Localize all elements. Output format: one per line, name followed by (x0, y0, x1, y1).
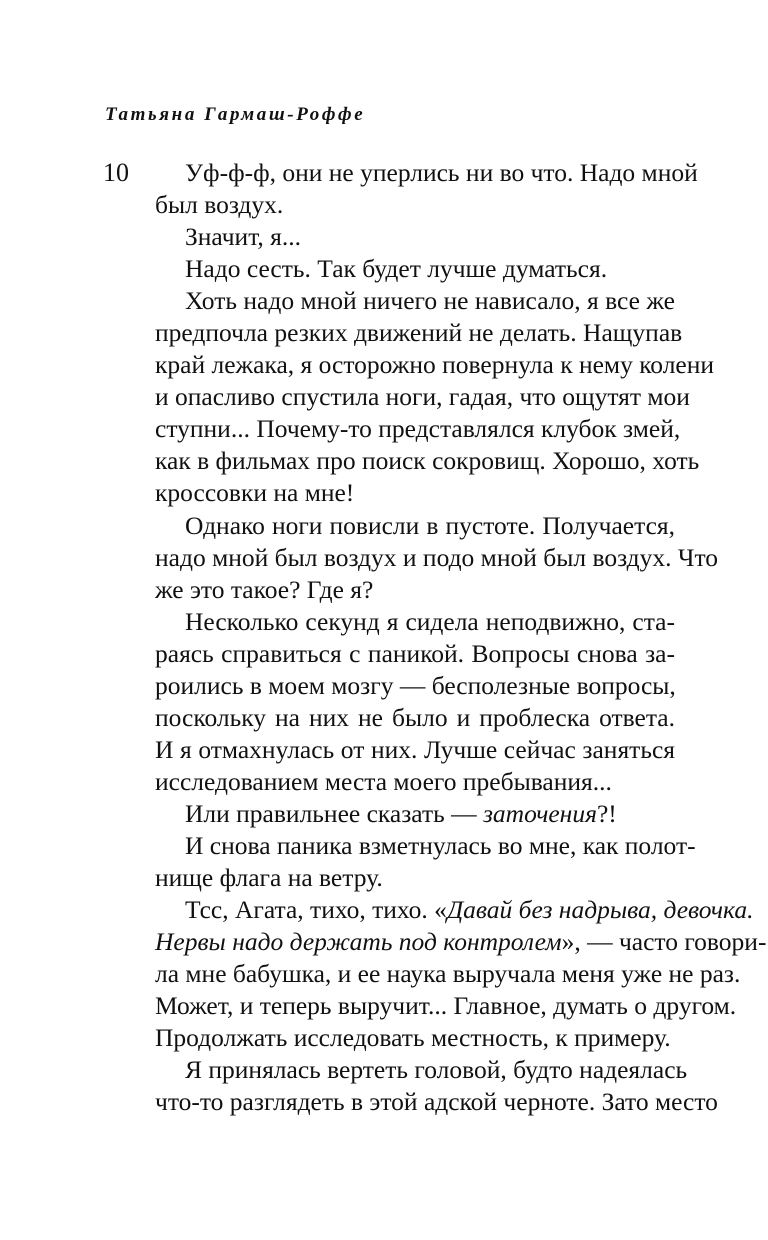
text-fragment: », — часто говори- (561, 927, 767, 957)
text-line: исследованием места моего пребывания... (155, 766, 612, 796)
text-line: ступни... Почему-то представлялся клубок змей, (155, 414, 681, 444)
text-line: Несколько секунд я сидела неподвижно, ста- (185, 606, 675, 636)
text-line (155, 894, 754, 926)
italic-phrase: заточения (482, 798, 597, 828)
text-line: предпочла резких движений не делать. Нащупав (155, 318, 683, 348)
text-line: надо мной был воздух и подо мной был воздух. Что (155, 542, 719, 572)
italic-phrase: Нервы надо держать под контролем (155, 927, 562, 957)
text-fragment: ?! (596, 798, 617, 828)
text-line: Хоть надо мной ничего не нависало, я все же (185, 286, 675, 316)
text-line (155, 926, 767, 958)
text-line (155, 798, 675, 830)
text-line: раясь справиться с паникой. Вопросы снова за- (155, 638, 675, 668)
text-line: Однако ноги повисли в пустоте. Получается, (185, 510, 675, 540)
text-body (155, 157, 767, 1118)
text-line: Надо сесть. Так будет лучше думаться. (185, 254, 608, 284)
text-line: Продолжать исследовать местность, к примеру. (155, 1023, 671, 1053)
text-line: Я принялась вертеть головой, будто надеялась (185, 1055, 688, 1085)
text-line: И снова паника взметнулась во мне, как полот- (185, 830, 696, 860)
text-line: как в фильмах про поиск сокровищ. Хорошо, хоть (155, 446, 700, 476)
text-line: роились в моем мозгу — бесполезные вопросы, (155, 670, 676, 700)
text-line: нище флага на ветру. (155, 863, 383, 893)
text-line: кроссовки на мне! (155, 478, 355, 508)
text-line: Может, и теперь выручит... Главное, думать о другом. (155, 991, 737, 1021)
text-line: что-то разглядеть в этой адской черноте. Зато место (155, 1087, 718, 1117)
text-fragment: Тсс, Агата, тихо, тихо. « (185, 895, 447, 925)
text-line: Уф-ф-ф, они не уперлись ни во что. Надо мной (185, 158, 698, 187)
text-line: край лежака, я осторожно повернула к нему колени (155, 350, 715, 380)
text-line: Значит, я... (185, 222, 302, 252)
text-line: же это такое? Где я? (155, 574, 374, 604)
text-line: И я отмахнулась от них. Лучше сейчас заняться (155, 734, 675, 764)
text-fragment: Или правильнее сказать — (185, 798, 483, 828)
text-line: ла мне бабушка, и ее наука выручала меня уже не раз. (155, 959, 741, 989)
running-head: Татьяна Гармаш-Роффе (105, 104, 366, 125)
italic-phrase: Давай без надрыва, девочка. (446, 895, 754, 925)
text-line: и опасливо спустила ноги, гадая, что ощутят мои (155, 382, 690, 412)
page-number: 10 (103, 158, 129, 187)
text-line: был воздух. (155, 190, 284, 220)
text-line: поскольку на них не было и проблеска ответа. (155, 702, 675, 732)
